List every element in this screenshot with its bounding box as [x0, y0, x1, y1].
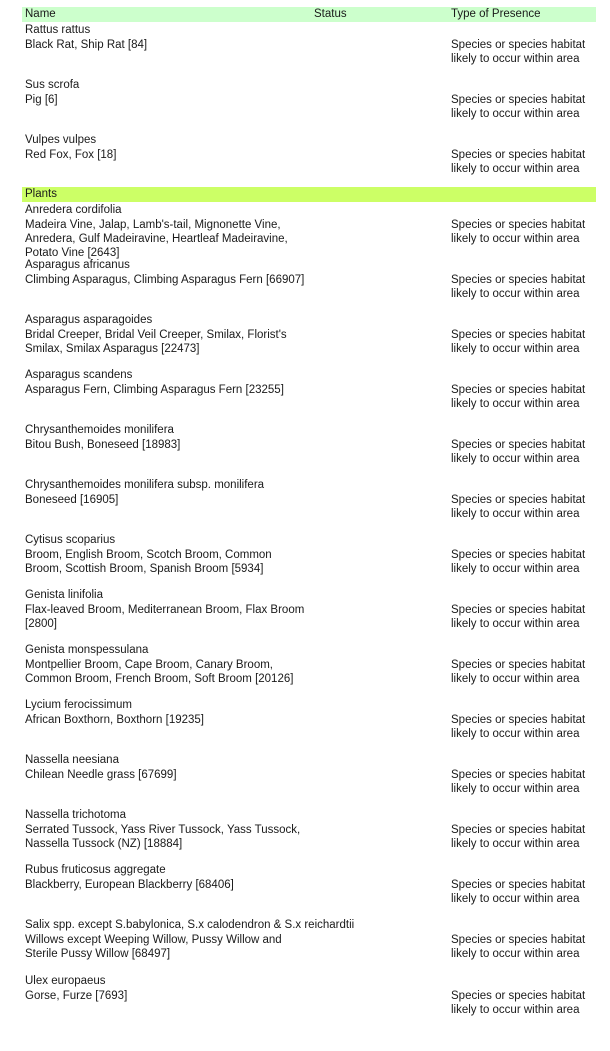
table-header-row — [22, 7, 596, 22]
presence-type: Species or species habitat likely to occur within area — [451, 714, 586, 740]
common-name: Red Fox, Fox [18] — [25, 149, 117, 161]
presence-type: Species or species habitat likely to occur within area — [451, 149, 586, 175]
scientific-name: Rubus fruticosus aggregate — [25, 864, 166, 876]
presence-type: Species or species habitat likely to occur within area — [451, 329, 586, 355]
section-label: Plants — [25, 188, 57, 200]
presence-type: Species or species habitat likely to occur within area — [451, 879, 586, 905]
presence-type: Species or species habitat likely to occur within area — [451, 934, 586, 960]
scientific-name: Chrysanthemoides monilifera subsp. monilifera — [25, 479, 265, 491]
common-name: Bitou Bush, Boneseed [18983] — [25, 439, 181, 451]
common-name: Montpellier Broom, Cape Broom, Canary Broom, Common Broom, French Broom, Soft Broom [20126] — [25, 659, 294, 685]
scientific-name: Genista monspessulana — [25, 644, 149, 656]
section-header-plants — [22, 187, 596, 202]
common-name: Serrated Tussock, Yass River Tussock, Yass Tussock, Nassella Tussock (NZ) [18884] — [25, 824, 301, 850]
common-name: Climbing Asparagus, Climbing Asparagus Fern [66907] — [25, 274, 305, 286]
common-name: Pig [6] — [25, 94, 58, 106]
presence-type: Species or species habitat likely to occur within area — [451, 604, 586, 630]
common-name: Broom, English Broom, Scotch Broom, Common Broom, Scottish Broom, Spanish Broom [5934] — [25, 549, 272, 575]
scientific-name: Asparagus scandens — [25, 369, 133, 381]
presence-type: Species or species habitat likely to occur within area — [451, 39, 586, 65]
scientific-name: Genista linifolia — [25, 589, 103, 601]
scientific-name: Salix spp. except S.babylonica, S.x calodendron & S.x reichardtii — [25, 919, 355, 931]
common-name: Asparagus Fern, Climbing Asparagus Fern [23255] — [25, 384, 284, 396]
scientific-name: Sus scrofa — [25, 79, 80, 91]
scientific-name: Nassella trichotoma — [25, 809, 126, 821]
common-name: Boneseed [16905] — [25, 494, 119, 506]
presence-type: Species or species habitat likely to occur within area — [451, 439, 586, 465]
presence-type: Species or species habitat likely to occur within area — [451, 494, 586, 520]
scientific-name: Ulex europaeus — [25, 975, 106, 987]
presence-type: Species or species habitat likely to occur within area — [451, 769, 586, 795]
presence-type: Species or species habitat likely to occur within area — [451, 274, 586, 300]
presence-type: Species or species habitat likely to occur within area — [451, 549, 586, 575]
scientific-name: Asparagus asparagoides — [25, 314, 153, 326]
common-name: Madeira Vine, Jalap, Lamb's-tail, Mignonette Vine, Anredera, Gulf Madeiravine, Heartleaf Madeiravine, Potato Vine [2643] — [25, 219, 288, 259]
presence-type: Species or species habitat likely to occur within area — [451, 659, 586, 685]
common-name: Black Rat, Ship Rat [84] — [25, 39, 148, 51]
common-name: African Boxthorn, Boxthorn [19235] — [25, 714, 204, 726]
common-name: Gorse, Furze [7693] — [25, 990, 128, 1002]
presence-type: Species or species habitat likely to occur within area — [451, 990, 586, 1016]
column-header-status: Status — [314, 8, 347, 20]
common-name: Blackberry, European Blackberry [68406] — [25, 879, 234, 891]
common-name: Flax-leaved Broom, Mediterranean Broom, Flax Broom [2800] — [25, 604, 305, 630]
presence-type: Species or species habitat likely to occur within area — [451, 94, 586, 120]
presence-type: Species or species habitat likely to occur within area — [451, 824, 586, 850]
common-name: Chilean Needle grass [67699] — [25, 769, 177, 781]
column-header-name: Name — [25, 8, 56, 20]
scientific-name: Rattus rattus — [25, 24, 91, 36]
presence-type: Species or species habitat likely to occur within area — [451, 384, 586, 410]
scientific-name: Anredera cordifolia — [25, 204, 122, 216]
column-header-presence: Type of Presence — [451, 8, 541, 20]
scientific-name: Chrysanthemoides monilifera — [25, 424, 174, 436]
scientific-name: Cytisus scoparius — [25, 534, 116, 546]
scientific-name: Asparagus africanus — [25, 259, 130, 271]
common-name: Bridal Creeper, Bridal Veil Creeper, Smilax, Florist's Smilax, Smilax Asparagus [22473] — [25, 329, 287, 355]
scientific-name: Nassella neesiana — [25, 754, 119, 766]
presence-type: Species or species habitat likely to occur within area — [451, 219, 586, 245]
scientific-name: Lycium ferocissimum — [25, 699, 132, 711]
common-name: Willows except Weeping Willow, Pussy Willow and Sterile Pussy Willow [68497] — [25, 934, 282, 960]
scientific-name: Vulpes vulpes — [25, 134, 97, 146]
